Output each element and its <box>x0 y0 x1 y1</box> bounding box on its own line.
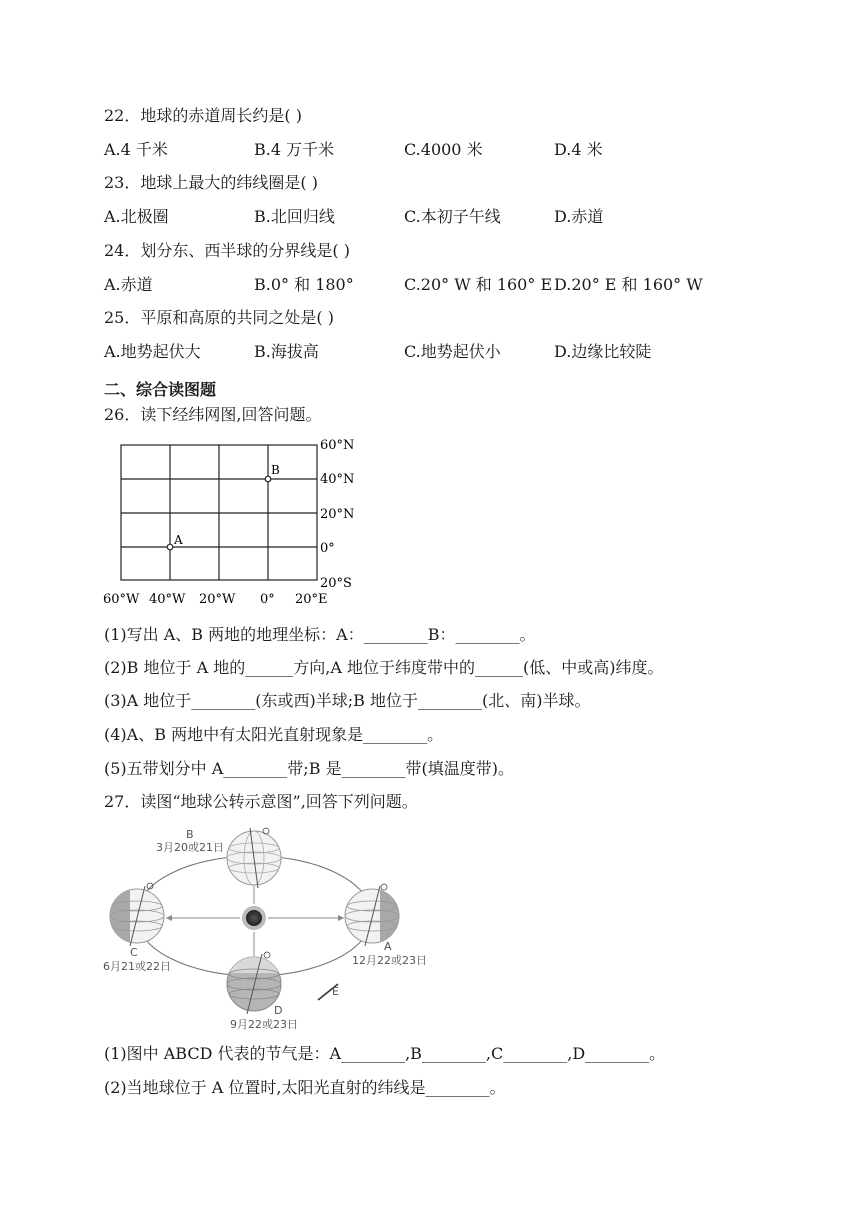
section-heading: 二、综合读图题 <box>104 380 217 399</box>
question-23-stem: 23．地球上最大的纬线圈是( ) <box>104 173 318 192</box>
q26-sub-1: (1)写出 A、B 两地的地理坐标：A：________B：________。 <box>104 625 536 644</box>
q23-option-d: D.赤道 <box>554 207 604 226</box>
q25-option-a: A.地势起伏大 <box>104 342 201 361</box>
q25-option-c: C.地势起伏小 <box>404 342 501 361</box>
q23-option-a: A.北极圈 <box>104 207 169 226</box>
lon-label-20e: 20°E <box>295 592 328 607</box>
question-24-stem: 24．划分东、西半球的分界线是( ) <box>104 241 350 260</box>
earth-d-icon <box>227 952 281 1014</box>
lat-lon-grid-figure <box>100 436 360 612</box>
q25-option-d: D.边缘比较陡 <box>554 342 652 361</box>
lon-label-60w: 60°W <box>103 592 140 607</box>
q25-option-b: B.海拔高 <box>254 342 319 361</box>
q26-sub-3: (3)A 地位于________(东或西)半球;B 地位于________(北、南)半球。 <box>104 691 591 710</box>
date-a: 12月22或23日 <box>352 954 427 967</box>
lat-label-60n: 60°N <box>320 438 355 453</box>
lat-label-20s: 20°S <box>320 576 352 591</box>
label-e: E <box>332 985 339 998</box>
q24-option-a: A.赤道 <box>104 275 153 294</box>
q24-option-d: D.20° E 和 160° W <box>554 275 703 294</box>
q22-option-d: D.4 米 <box>554 140 603 159</box>
lon-label-40w: 40°W <box>149 592 186 607</box>
earth-c-icon <box>110 883 164 948</box>
earth-revolution-figure <box>100 824 450 1038</box>
q23-option-b: B.北回归线 <box>254 207 335 226</box>
question-27-stem: 27．读图“地球公转示意图”,回答下列问题。 <box>104 792 418 811</box>
date-b: 3月20或21日 <box>156 841 224 854</box>
date-c: 6月21或22日 <box>103 960 171 973</box>
q22-option-b: B.4 万千米 <box>254 140 335 159</box>
q26-sub-2: (2)B 地位于 A 地的______方向,A 地位于纬度带中的______(低、中或高)纬度。 <box>104 658 664 677</box>
label-c: C <box>130 946 138 959</box>
earth-revolution-diagram <box>100 824 450 1034</box>
earth-a-icon <box>345 884 402 948</box>
label-b: B <box>186 828 194 841</box>
lon-label-0: 0° <box>260 592 275 607</box>
q26-sub-4: (4)A、B 两地中有太阳光直射现象是________。 <box>104 725 444 744</box>
lon-label-20w: 20°W <box>199 592 236 607</box>
question-22-stem: 22．地球的赤道周长约是( ) <box>104 106 302 125</box>
ray-arrow-right <box>338 915 344 921</box>
q24-option-b: B.0° 和 180° <box>254 275 354 294</box>
q23-option-c: C.本初子午线 <box>404 207 501 226</box>
point-a-marker <box>167 544 173 550</box>
earth-b-icon <box>227 828 281 888</box>
q27-sub-1: (1)图中 ABCD 代表的节气是：A________,B________,C________,D________。 <box>104 1044 666 1063</box>
point-b-marker <box>265 476 271 482</box>
lat-lon-grid <box>100 436 360 608</box>
q22-option-c: C.4000 米 <box>404 140 483 159</box>
date-d: 9月22或23日 <box>230 1018 298 1031</box>
q24-option-c: C.20° W 和 160° E <box>404 275 553 294</box>
label-d: D <box>274 1004 283 1017</box>
q26-sub-5: (5)五带划分中 A________带;B 是________带(填温度带)。 <box>104 759 515 778</box>
label-a: A <box>384 940 392 953</box>
lat-label-20n: 20°N <box>320 507 355 522</box>
sun-icon <box>246 910 262 926</box>
question-26-stem: 26．读下经纬网图,回答问题。 <box>104 405 322 424</box>
lat-label-40n: 40°N <box>320 472 355 487</box>
question-25-stem: 25．平原和高原的共同之处是( ) <box>104 308 334 327</box>
q22-option-a: A.4 千米 <box>104 140 168 159</box>
point-a-label: A <box>174 533 183 547</box>
point-b-label: B <box>271 463 280 477</box>
lat-label-0: 0° <box>320 541 335 556</box>
ray-arrow-left <box>166 915 172 921</box>
q27-sub-2: (2)当地球位于 A 位置时,太阳光直射的纬线是________。 <box>104 1078 506 1097</box>
